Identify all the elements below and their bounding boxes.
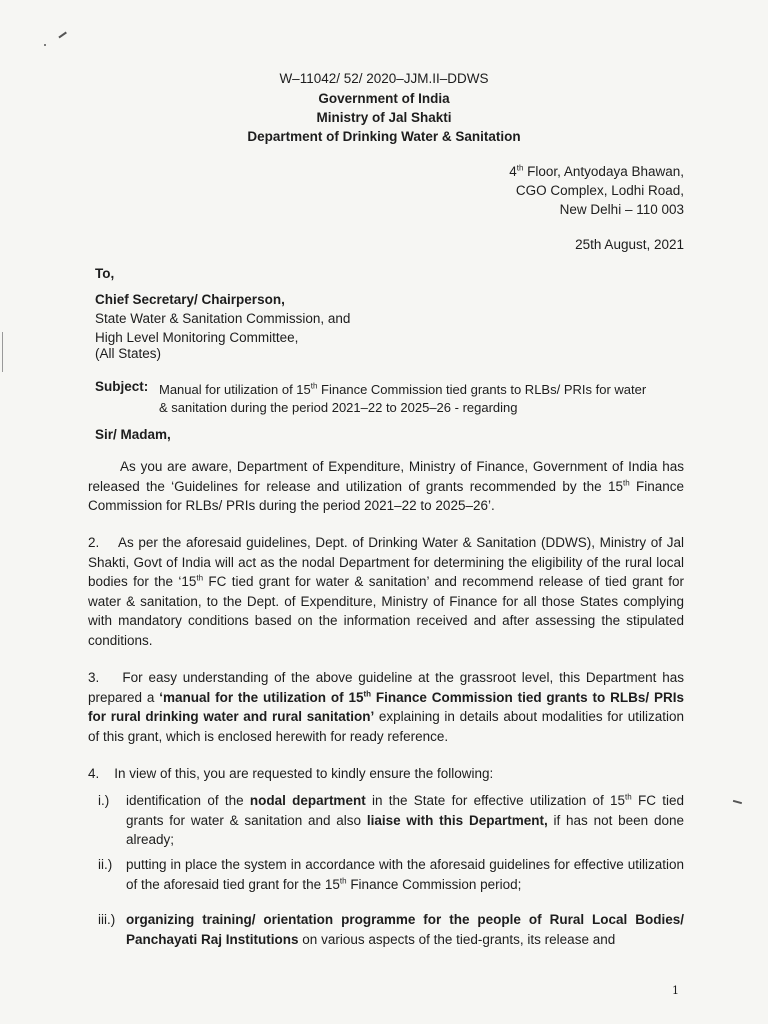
ministry-name: Ministry of Jal Shakti xyxy=(316,110,452,125)
paragraph-number: 3. xyxy=(88,670,100,685)
address-line-2: CGO Complex, Lodhi Road, xyxy=(515,183,684,198)
page-number: 1 xyxy=(672,984,679,997)
paragraph-number: 4. xyxy=(88,766,100,781)
subject-line-1: Manual for utilization of 15th Finance Commission tied grants to RLBs/ PRIs for water xyxy=(159,381,647,397)
paragraph-2: 2. As per the aforesaid guidelines, Dept. of Drinking Water & Sanitation (DDWS), Ministry of Jal Shakti, Govt of India will act as the nodal Department for determining the eligibility of the rural local bodies for the ‘15th FC tied grant for water & sanitation’ and recommend release of tied grant for water & sanitation, to the Dept. of Expenditure, Ministry of Finance for all those States complying with mandatory conditions based on the information received and after assessing the stipulated conditions. xyxy=(88,535,684,648)
subject-label: Subject: xyxy=(95,379,149,394)
list-item: i.) identification of the nodal department in the State for effective utilization of 15th FC tied grants for water & sanitation and also liaise with this Department, if has not been done already; xyxy=(98,792,685,847)
department-name: Department of Drinking Water & Sanitation xyxy=(247,129,521,144)
scan-mark xyxy=(58,32,66,38)
to-label: To, xyxy=(95,266,115,281)
subject-line-2: & sanitation during the period 2021–22 to 2025–26 - regarding xyxy=(159,400,518,415)
list-item-number: i.) xyxy=(98,793,110,808)
scan-mark xyxy=(2,332,3,372)
list-item: iii.) organizing training/ orientation programme for the people of Rural Local Bodies/ Panchayati Raj Institutions on various aspects of the tied-grants, its release and xyxy=(98,912,684,947)
government-name: Government of India xyxy=(318,91,450,106)
paragraph-3: 3. For easy understanding of the above guideline at the grassroot level, this Department has prepared a ‘manual for the utilization of 15th Finance Commission tied grants to RLBs/ PRIs for rural drinking water and rural sanitation’ explaining in details about modalities for utilization of this grant, which is enclosed herewith for ready reference. xyxy=(88,670,684,744)
salutation: Sir/ Madam, xyxy=(95,427,171,442)
address-line-3: New Delhi – 110 003 xyxy=(559,202,684,217)
address-line-1: 4th Floor, Antyodaya Bhawan, xyxy=(509,163,684,179)
paragraph-4: 4. In view of this, you are requested to kindly ensure the following: xyxy=(88,766,494,781)
recipient-line-4: (All States) xyxy=(95,346,162,361)
scan-mark xyxy=(733,800,742,804)
reference-number: W–11042/ 52/ 2020–JJM.II–DDWS xyxy=(279,71,489,86)
paragraph-1: As you are aware, Department of Expenditure, Ministry of Finance, Government of India has released the ‘Guidelines for release and utilization of grants recommended by the 15th Finance Commission for RLBs/ PRIs during the period 2021–22 to 2025–26’. xyxy=(88,459,684,513)
list-item-number: ii.) xyxy=(98,857,113,872)
recipient-line-2: State Water & Sanitation Commission, and xyxy=(95,311,351,326)
scan-mark xyxy=(44,44,46,46)
letter-date: 25th August, 2021 xyxy=(575,237,684,252)
recipient-title: Chief Secretary/ Chairperson, xyxy=(95,292,285,307)
recipient-line-3: High Level Monitoring Committee, xyxy=(95,330,299,345)
paragraph-number: 2. xyxy=(88,535,100,550)
list-item: ii.) putting in place the system in accordance with the aforesaid guidelines for effective utilization of the aforesaid tied grant for the 15th Finance Commission period; xyxy=(98,857,684,892)
list-item-number: iii.) xyxy=(98,912,116,927)
